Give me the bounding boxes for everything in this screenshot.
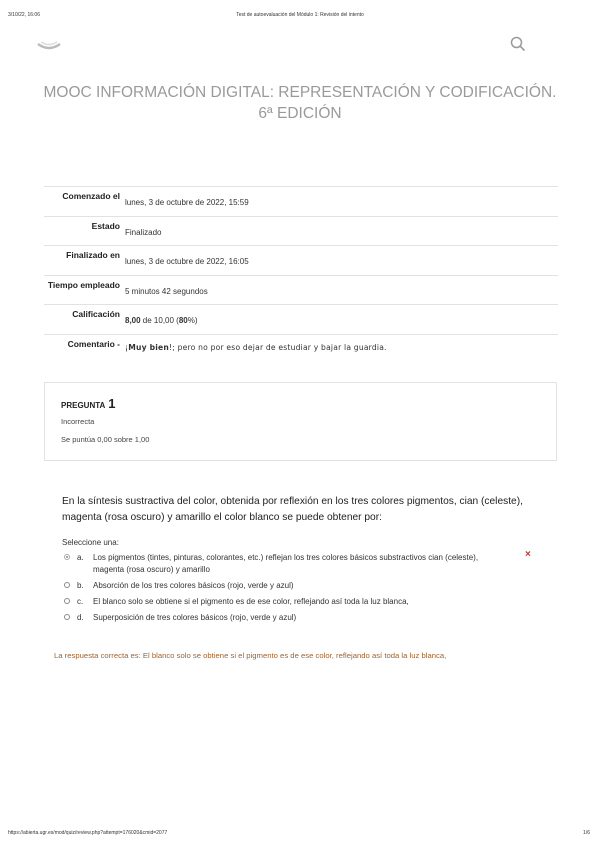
print-page-number: 1/6	[583, 830, 590, 836]
question-grade: Se puntúa 0,00 sobre 1,00	[61, 435, 150, 444]
print-url: https://abierta.ugr.es/mod/quiz/review.php?attempt=176020&cmid=2077	[8, 830, 168, 836]
question-state: Incorrecta	[61, 417, 95, 426]
summary-value: Finalizado	[125, 227, 162, 237]
radio-button[interactable]	[64, 582, 70, 588]
summary-label: Comenzado el	[62, 191, 120, 201]
option-letter: b.	[77, 581, 84, 590]
summary-row-time	[44, 276, 558, 306]
correct-answer-feedback: La respuesta correcta es: El blanco solo se obtiene si el pigmento es de ese color, reflejando así toda la luz blanca,	[54, 651, 447, 660]
summary-value: 5 minutos 42 segundos	[125, 286, 208, 296]
summary-value	[120, 335, 387, 365]
summary-value	[120, 305, 198, 334]
option-letter: c.	[77, 597, 84, 606]
comment-post: !; pero no por eso dejar de estudiar y bajar la guardia.	[169, 342, 387, 352]
summary-value: lunes, 3 de octubre de 2022, 15:59	[125, 198, 249, 207]
summary-row-started	[44, 187, 558, 217]
option-text: Absorción de los tres colores básicos (rojo, verde y azul)	[93, 581, 294, 590]
option-letter: d.	[77, 613, 84, 622]
summary-label: Tiempo empleado	[47, 279, 120, 290]
grade-of: de 10,00 (	[140, 316, 179, 325]
radio-button[interactable]	[64, 614, 70, 620]
print-doc-title: Test de autoevaluación del Módulo 1: Revisión del intento	[236, 12, 364, 18]
answer-option-b[interactable]	[64, 580, 294, 592]
summary-row-finished	[44, 246, 558, 276]
radio-selected[interactable]	[64, 554, 70, 560]
option-text: Los pigmentos (tintes, pinturas, colorantes, etc.) reflejan los tres colores básicos substractivos cian (celeste), magenta (rosa oscuro) y amarillo	[93, 553, 479, 574]
attempt-summary-table	[44, 186, 558, 364]
question-label	[61, 396, 116, 411]
option-text: El blanco solo se obtiene si el pigmento es de ese color, reflejando así toda la luz blanca,	[93, 597, 409, 606]
option-letter: a.	[77, 553, 84, 562]
comment-bold: Muy bien	[128, 342, 170, 352]
question-text: En la síntesis sustractiva del color, obtenida por reflexión en los tres colores pigmentos, cian (celeste), magenta (rosa oscuro) y amarillo el color blanco se puede obtener por:	[62, 496, 523, 523]
summary-label: Finalizado en	[66, 250, 120, 260]
answer-option-c[interactable]	[64, 596, 409, 608]
site-logo[interactable]	[36, 38, 62, 52]
summary-row-comment	[44, 335, 558, 365]
grade-percent: 80	[178, 316, 188, 325]
question-label-text: PREGUNTA	[61, 401, 106, 410]
radio-button[interactable]	[64, 598, 70, 604]
answer-option-a[interactable]	[64, 552, 504, 576]
grade-close: %)	[187, 316, 198, 325]
grade-score: 8,00	[125, 316, 141, 325]
course-title: MOOC INFORMACIÓN DIGITAL: REPRESENTACIÓN Y CODIFICACIÓN. 6ª EDICIÓN	[43, 84, 557, 122]
answer-prompt: Seleccione una:	[62, 538, 119, 547]
answer-option-d[interactable]	[64, 612, 296, 624]
search-icon[interactable]	[510, 36, 526, 52]
print-datetime: 3/10/22, 16:06	[8, 12, 40, 18]
summary-label: Estado	[91, 220, 120, 231]
summary-label: Calificación	[72, 309, 120, 319]
question-number: 1	[108, 396, 116, 411]
summary-value: lunes, 3 de octubre de 2022, 16:05	[125, 257, 249, 266]
question-info-box	[44, 382, 557, 461]
summary-row-state	[44, 217, 558, 247]
summary-label: Comentario -	[67, 338, 120, 349]
comment-pre: ¡	[125, 342, 129, 352]
incorrect-icon: ×	[525, 549, 531, 560]
summary-row-grade	[44, 305, 558, 335]
option-text: Superposición de tres colores básicos (rojo, verde y azul)	[93, 613, 297, 622]
